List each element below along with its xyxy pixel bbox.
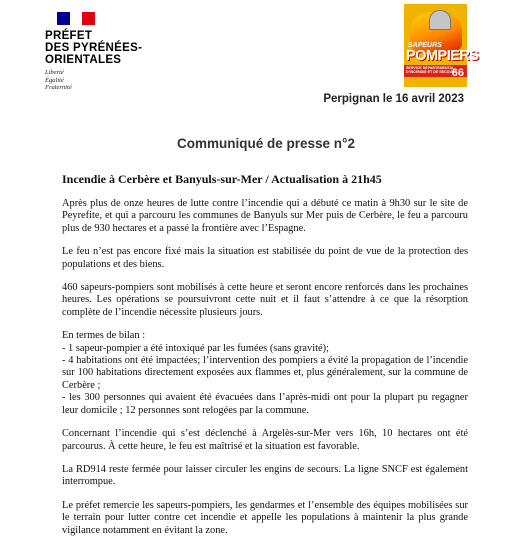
- body-paragraph: Concernant l’incendie qui s’est déclenché à Argelès-sur-Mer vers 16h, 10 hectares ont été parcourus. À cette heure, le feu est maîtrisé et la situation est favorable.: [62, 428, 468, 452]
- bilan-item: - 4 habitations ont été impactées; l’intervention des pompiers a évité la propagation de l’incendie sur 100 habitations directement exposées aux flammes et, plus généralement, sur la commune de Cerbère ;: [62, 355, 468, 391]
- prefecture-name: [45, 30, 142, 66]
- document-date: Perpignan le 16 avril 2023: [323, 93, 464, 105]
- document-subtitle: Incendie à Cerbère et Banyuls-sur-Mer / Actualisation à 21h45: [62, 172, 382, 186]
- republic-motto: [45, 69, 142, 92]
- motto-line: Liberté: [45, 69, 64, 76]
- body-paragraph: Le feu n’est pas encore fixé mais la situation est stabilisée du point de vue de la protection des populations et des biens.: [62, 246, 468, 270]
- bilan-section: [62, 330, 468, 417]
- logo-text-service: [406, 66, 457, 74]
- logo-service-line: SERVICE DÉPARTEMENTAL: [406, 66, 455, 70]
- logo-service-line: D'INCENDIE ET DE SECOURS: [406, 70, 457, 74]
- prefecture-name-line: ORIENTALES: [45, 54, 122, 66]
- body-paragraph: Le préfet remercie les sapeurs-pompiers, les gendarmes et l’ensemble des équipes mobilisées sur le terrain pour lutter contre cet incendie et appelle les populations à maintenir la plus grande vigilance notamment en évitant la zone.: [62, 499, 468, 536]
- bilan-item: - 1 sapeur-pompier a été intoxiqué par les fumées (sans gravité);: [62, 342, 329, 354]
- prefecture-name-line: DES PYRÉNÉES-: [45, 42, 143, 54]
- logo-text-sapeurs: SAPEURS: [408, 42, 442, 49]
- french-flag-icon: [57, 12, 95, 25]
- motto-line: Égalité: [45, 76, 64, 84]
- document-body: [62, 198, 468, 548]
- bilan-item: - les 300 personnes qui avaient été évacuées dans l’après-midi ont pour la plupart pu regagner leur domicile ; 12 personnes sont relogées par la commune.: [62, 392, 468, 416]
- logo-text-pompiers: POMPIERS: [406, 48, 479, 64]
- prefecture-name-line: PRÉFET: [45, 30, 93, 42]
- prefecture-logo-block: [45, 12, 142, 92]
- sdis66-logo: [404, 4, 479, 87]
- body-paragraph: 460 sapeurs-pompiers sont mobilisés à cette heure et seront encore renforcés dans les prochaines heures. Les opérations se poursuivront cette nuit et il faut s’attendre à ce que la résorption complète de l’incendie nécessite plusieurs jours.: [62, 282, 468, 318]
- document-title: Communiqué de presse n°2: [177, 136, 355, 151]
- firefighter-helmet-icon: [429, 10, 451, 30]
- logo-department-number: 66: [451, 67, 464, 79]
- bilan-intro: En termes de bilan :: [62, 330, 146, 342]
- body-paragraph: Après plus de onze heures de lutte contre l’incendie qui a débuté ce matin à 9h30 sur le site de Peyrefite, et qui a parcouru les communes de Banyuls sur Mer puis de Cerbère, le feu a parcouru plus de 930 hectares et a passé la frontière avec l’Espagne.: [62, 198, 468, 234]
- motto-line: Fraternité: [45, 84, 72, 91]
- body-paragraph: La RD914 reste fermée pour laisser circuler les engins de secours. La ligne SNCF est également interrompue.: [62, 463, 468, 488]
